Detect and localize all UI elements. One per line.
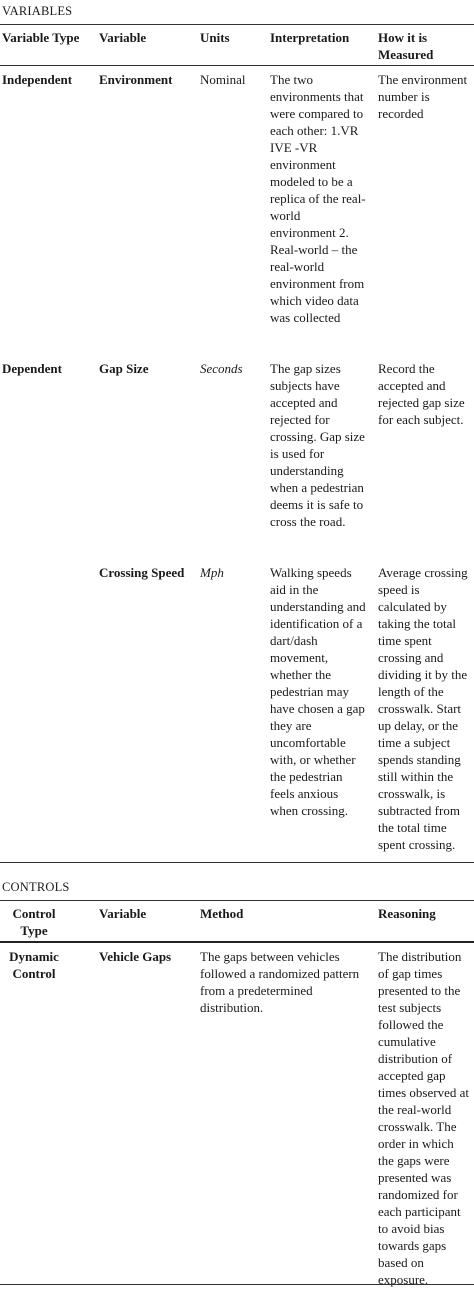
header-variable-type: Variable Type: [2, 30, 80, 45]
header-interpretation: Interpretation: [270, 30, 350, 45]
row-environment-type: Independent: [2, 72, 73, 87]
row-environment-variable: Environment: [99, 72, 173, 87]
row-vehicle-gaps-type: Dynamic Control: [9, 949, 59, 981]
header-variable: Variable: [99, 30, 147, 45]
header-method: Method: [200, 906, 244, 921]
controls-section-title: CONTROLS: [2, 880, 70, 894]
header-units: Units: [200, 30, 230, 45]
controls-top-rule: [0, 900, 474, 901]
row-vehicle-gaps-reasoning: The distribution of gap times presented to the test subjects followed the cumulative distribution of accepted gap times observed at the real-world crosswalk. The order in which the gaps were presented was randomized for each participant to avoid bias towards gaps based on exposure.: [378, 949, 469, 1287]
row-vehicle-gaps-variable: Vehicle Gaps: [99, 949, 172, 964]
variables-top-rule: [0, 24, 474, 25]
header-how-measured: How it is Measured: [378, 30, 434, 62]
row-crossing-speed-units: Mph: [200, 565, 224, 580]
row-crossing-speed-variable: Crossing Speed: [99, 565, 185, 580]
controls-header-rule: [0, 941, 474, 943]
variables-header-rule: [0, 65, 474, 66]
header-control-variable: Variable: [99, 906, 147, 921]
row-environment-measured: The environment number is recorded: [378, 72, 468, 121]
variables-section-title: VARIABLES: [2, 4, 73, 18]
row-gap-size-type: Dependent: [2, 361, 62, 376]
row-crossing-speed-interpretation: Walking speeds aid in the understanding and identification of a dart/dash movement, whether the pedestrian may have chosen a gap they are uncomfortable with, or whether the pedestrian feels anxious when crossing.: [270, 565, 366, 818]
row-crossing-speed-measured: Average crossing speed is calculated by taking the total time spent crossing and dividing it by the length of the crosswalk. Start up delay, or the time a subject spends standing still within the crosswalk, is subtracted from the total time spent crossing.: [378, 565, 468, 852]
controls-bottom-rule: [0, 1284, 474, 1285]
row-vehicle-gaps-method: The gaps between vehicles followed a randomized pattern from a predetermined distribution.: [200, 949, 360, 1015]
header-control-type: Control Type: [12, 906, 56, 938]
row-gap-size-units: Seconds: [200, 361, 243, 376]
header-reasoning: Reasoning: [378, 906, 436, 921]
variables-bottom-rule: [0, 862, 474, 863]
row-gap-size-variable: Gap Size: [99, 361, 149, 376]
row-gap-size-measured: Record the accepted and rejected gap size for each subject.: [378, 361, 465, 427]
row-environment-units: Nominal: [200, 72, 246, 87]
row-gap-size-interpretation: The gap sizes subjects have accepted and rejected for crossing. Gap size is used for understanding when a pedestrian deems it is safe to cross the road.: [270, 361, 365, 529]
row-environment-interpretation: The two environments that were compared to each other: 1.VR IVE -VR environment modeled to be a replica of the real-world environment 2. Real-world – the real-world environment from which video data was collected: [270, 72, 366, 325]
